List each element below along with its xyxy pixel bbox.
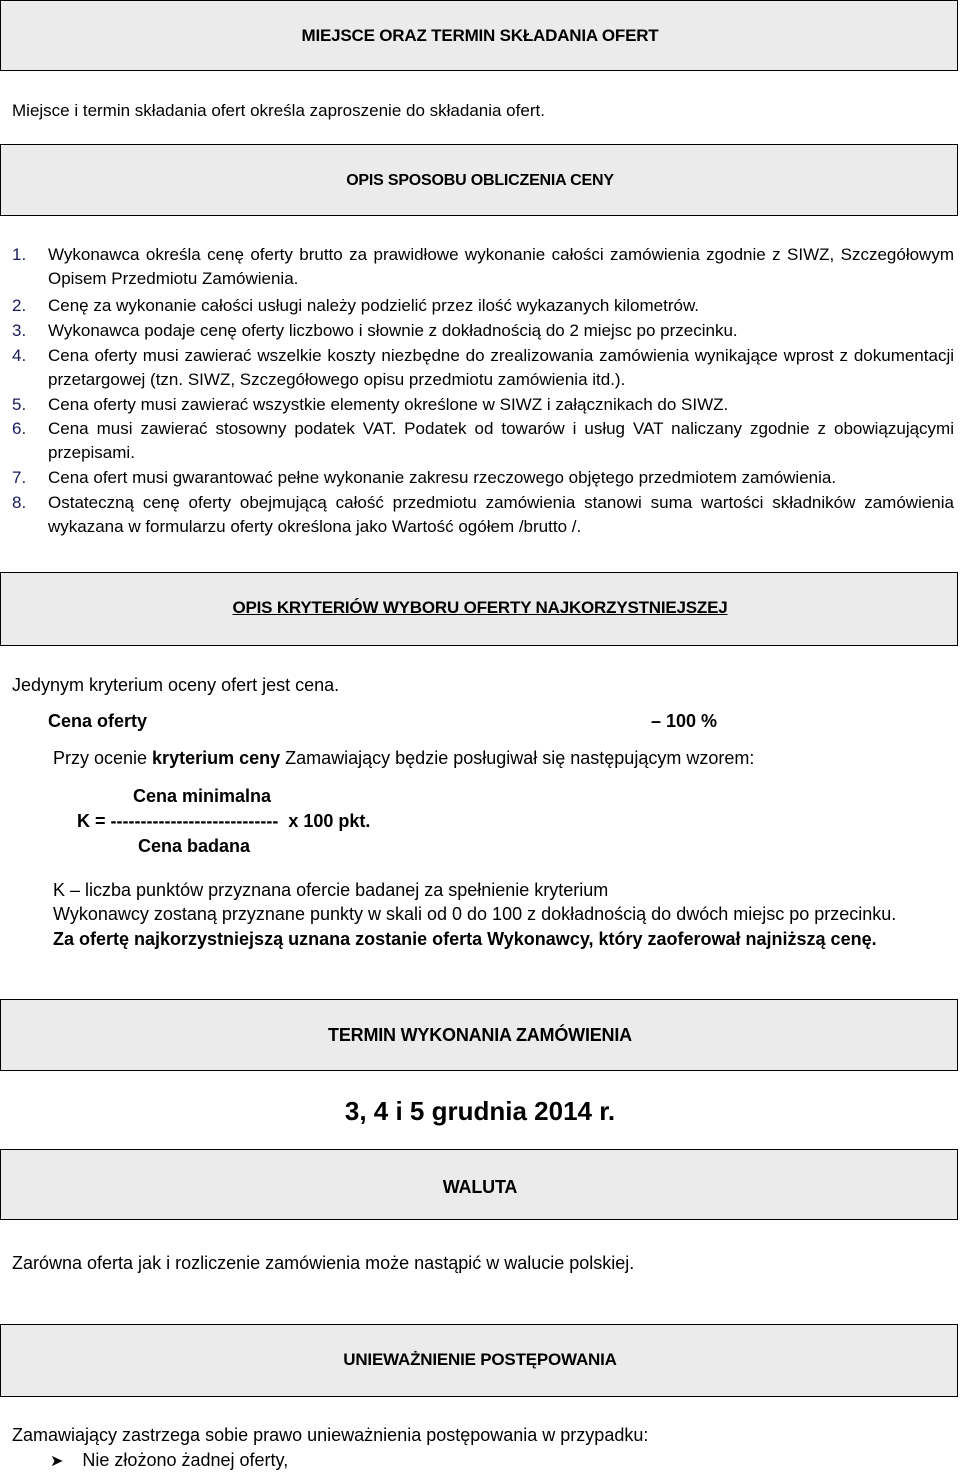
formula-main: K = ---------------------------- x 100 pkt. <box>77 811 371 831</box>
list-item: 6. Cena musi zawierać stosowny podatek VAT. Podatek od towarów i usług VAT naliczany zgodnie z obowiązującymi przepisami. <box>12 419 954 462</box>
list-item: 2. Cenę za wykonanie całości usługi należy podzielić przez ilość wykazanych kilometrów. <box>12 296 700 316</box>
criterion-label: Cena oferty <box>48 711 148 731</box>
list-item: 1. Wykonawca określa cenę oferty brutto za prawidłowe wykonanie całości zamówienia zgodnie z SIWZ, Szczegółowym Opisem Przedmiotu Zamówienia. <box>12 245 954 288</box>
annulment-bullet: ➤ Nie złożono żadnej oferty, <box>50 1450 289 1470</box>
price-rules-list <box>12 243 954 538</box>
criteria-intro: Jedynym kryterium oceny ofert jest cena. <box>12 675 340 695</box>
list-item: 4. Cena oferty musi zawierać wszelkie koszty niezbędne do zrealizowania zamówienia wynikające wprost z dokumentacji przetargowej (tzn. SIWZ, Szczegółowego opisu przedmiotu zamówienia itd.). <box>12 346 954 389</box>
list-item: 7. Cena ofert musi gwarantować pełne wykonanie zakresu rzeczowego objętego przedmiotem zamówienia. <box>12 468 837 488</box>
criterion-value: – 100 % <box>651 711 718 731</box>
list-item: 8. Ostateczną cenę oferty obejmującą całość przedmiotu zamówienia stanowi suma wartości składników zamówienia wykazana w formularzu oferty określona jako Wartość ogółem /brutto /. <box>12 492 954 536</box>
section-header-execution-term: TERMIN WYKONANIA ZAMÓWIENIA <box>328 1025 632 1045</box>
section-header-criteria: OPIS KRYTERIÓW WYBORU OFERTY NAJKORZYSTNIEJSZEJ <box>232 598 728 617</box>
k-definition: K – liczba punktów przyznana ofercie badanej za spełnienie kryterium <box>53 880 609 900</box>
arrow-bullet-icon: ➤ <box>50 1453 64 1470</box>
section-header-place-term: MIEJSCE ORAZ TERMIN SKŁADANIA OFERT <box>301 26 659 45</box>
section-header-price-calc: OPIS SPOSOBU OBLICZENIA CENY <box>346 172 614 189</box>
annulment-text: Zamawiający zastrzega sobie prawo unieważnienia postępowania w przypadku: <box>12 1425 649 1445</box>
formula-numerator: Cena minimalna <box>133 786 272 806</box>
formula-denominator: Cena badana <box>138 836 251 856</box>
execution-date: 3, 4 i 5 grudnia 2014 r. <box>344 1096 616 1126</box>
list-item: 5. Cena oferty musi zawierać wszystkie elementy określone w SIWZ i załącznikach do SIWZ. <box>12 394 729 414</box>
formula-intro: Przy ocenie kryterium ceny Zamawiający będzie posługiwał się następującym wzorem: <box>53 748 755 768</box>
best-offer-rule: Za ofertę najkorzystniejszą uznana zostanie oferta Wykonawcy, który zaoferował najniższą cenę. <box>53 929 877 949</box>
currency-text: Zarówna oferta jak i rozliczenie zamówienia może nastąpić w walucie polskiej. <box>12 1253 635 1273</box>
points-rule: Wykonawcy zostaną przyznane punkty w skali od 0 do 100 z dokładnością do dwóch miejsc po przecinku. <box>53 904 897 924</box>
section-header-currency: WALUTA <box>442 1177 518 1197</box>
place-term-text: Miejsce i termin składania ofert określa zaproszenie do składania ofert. <box>12 101 545 120</box>
section-header-annulment: UNIEWAŻNIENIE POSTĘPOWANIA <box>343 1350 617 1369</box>
list-item: 3. Wykonawca podaje cenę oferty liczbowo i słownie z dokładnością do 2 miejsc po przecinku. <box>12 320 738 340</box>
